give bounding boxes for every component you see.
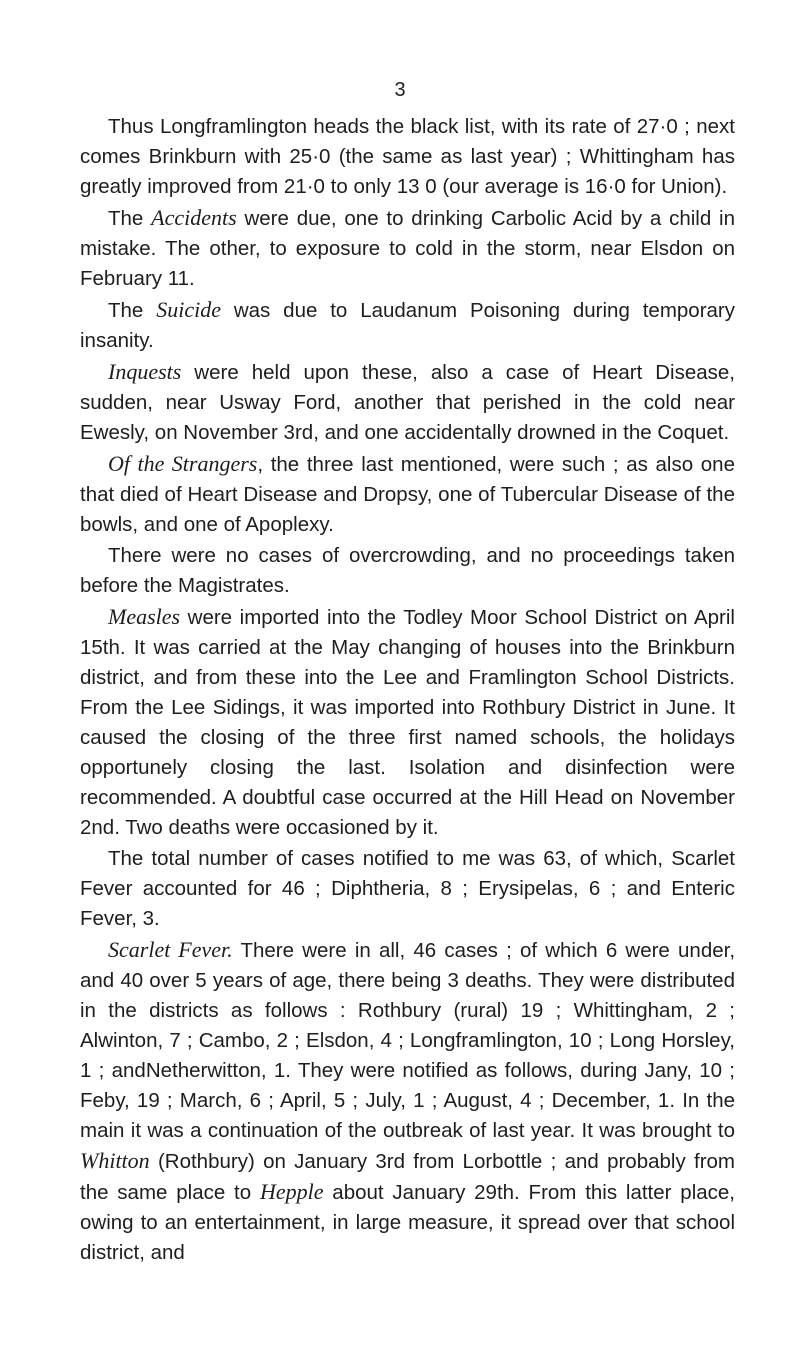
text-segment: The <box>108 299 157 322</box>
paragraph-overcrowding <box>80 541 735 601</box>
text-segment: , the three last mentioned, were such ; as also one that died of Heart Disease and Dropsy, one of Tubercular Disease of the bowls, and one of Apoplexy. <box>80 453 735 536</box>
italic-term-measles: Measles <box>108 604 181 629</box>
paragraph-accidents <box>80 203 735 294</box>
italic-place-whitton: Whitton <box>80 1148 150 1173</box>
text-segment: were held upon these, also a case of Heart Disease, sudden, near Usway Ford, another that perished in the cold near Ewesly, on November 3rd, and one accidentally drowned in the Coquet. <box>80 361 735 444</box>
italic-term-scarlet-fever: Scarlet Fever. <box>108 937 233 962</box>
paragraph-total-cases <box>80 844 735 934</box>
paragraph-strangers <box>80 449 735 540</box>
text-segment: was due to Laudanum Poisoning during temporary insanity. <box>80 299 735 352</box>
paragraph-suicide <box>80 295 735 356</box>
paragraph-scarlet-fever <box>80 935 735 1268</box>
text-segment: Thus Longframlington heads the black list, with its rate of 27·0 ; next comes Brinkburn with 25·0 (the same as last year) ; Whittingham has greatly improved from 21·0 to only 13 0 (our average is 16·0 for Union). <box>80 115 735 198</box>
page-number: 3 <box>394 79 406 101</box>
paragraph-inquests <box>80 357 735 448</box>
italic-term-suicide: Suicide <box>156 297 221 322</box>
italic-term-strangers: Of the Strangers <box>108 451 258 476</box>
italic-place-hepple: Hepple <box>259 1179 324 1204</box>
text-segment: The total number of cases notified to me was 63, of which, Scarlet Fever accounted for 46 ; Diphtheria, 8 ; Erysipelas, 6 ; and Enteric Fever, 3. <box>80 847 735 930</box>
paragraph-ranking <box>80 112 735 202</box>
text-segment: about January 29th. From this latter place, owing to an entertainment, in large measure, it spread over that school district, and <box>80 1181 735 1264</box>
text-segment: were imported into the Todley Moor School District on April 15th. It was carried at the May changing of houses into the Brinkburn district, and from these into the Lee and Framlington School Districts. From the Lee Sidings, it was imported into Rothbury District in June. It caused the closing of the three first named schools, the holidays opportunely closing the last. Isolation and disinfection were recommended. A doubtful case occurred at the Hill Head on November 2nd. Two deaths were occasioned by it. <box>80 606 735 839</box>
text-segment: There were no cases of overcrowding, and no proceedings taken before the Magistrates. <box>80 544 735 597</box>
text-segment: The <box>108 207 152 230</box>
text-segment: (Rothbury) on January 3rd from Lorbottle ; and probably from the same place to <box>80 1150 735 1204</box>
italic-term-accidents: Accidents <box>151 205 237 230</box>
italic-term-inquests: Inquests <box>108 359 182 384</box>
body-text <box>80 112 735 1268</box>
text-segment: There were in all, 46 cases ; of which 6 were under, and 40 over 5 years of age, there being 3 deaths. They were distributed in the districts as follows : Rothbury (rural) 19 ; Whittingham, 2 ; Alwinton, 7 ; Cambo, 2 ; Elsdon, 4 ; Longframlington, 10 ; Long Horsley, 1 ; andNetherwitton, 1. They were notified as follows, during Jany, 10 ; Feby, 19 ; March, 6 ; April, 5 ; July, 1 ; August, 4 ; December, 1. In the main it was a continuation of the outbreak of last year. It was brought to <box>80 939 736 1142</box>
text-segment: were due, one to drinking Carbolic Acid by a child in mistake. The other, to exposure to cold in the storm, near Elsdon on February 11. <box>80 207 735 290</box>
paragraph-measles <box>80 602 735 843</box>
